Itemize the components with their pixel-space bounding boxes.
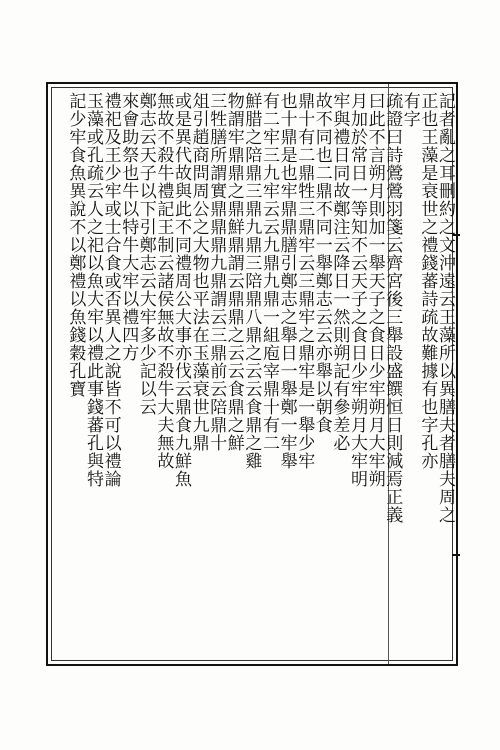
text-column: 曰此不言朔月則加一舉天子之食日少牢朔月大牢朔 [364, 92, 385, 488]
text-column: 來會助祭也牛以特牛大牢以禮四方 [118, 92, 139, 362]
text-column: 物謂牢鼎鼎之鼎鮮鼎謂云鼎鼎之云云食鼎之鮮 [223, 92, 244, 452]
text-column: 故不同也二鼎不同一舉鄭志云云亦舉以朝食 [311, 92, 332, 434]
text-column: 記者亂之耳刪約之文沖遠云王藻所以異膳夫者膳夫周之 [435, 92, 455, 524]
text-column: 或是異代故與此不同禮周公大事亦伐云鼎食九鮮魚 [171, 92, 191, 488]
text-column: 鮮腊之陪鼎三鼎九鼎三陪鼎八鼎之云云食鼎之雞 [241, 92, 262, 470]
text-column: 禮祀及王少牢或士合食或否異人之說皆不可以禮論 [100, 92, 121, 488]
text-column: 三牲膳所謂實鼎鼎鼎九鼎謂云三鼎前云陪鼎十 [206, 92, 227, 452]
text-column: 牢與禮日同故鄭注云降日一然則朔記有參差必 [329, 92, 350, 452]
text-column: 俎引趙商問周公之大物也平法在玉藻衰世九鼎 [188, 92, 209, 452]
text-column: 月加於常日一等知不云天子之食日少牢朔月大牢明 [347, 92, 367, 488]
text-column: 鼎十有二鼎牲三鼎牢云三鼎牢之鼎牢是一舉少牢 [294, 92, 315, 470]
text-column: 正也王藻是衰世之禮錢蕃詩疏故難據有也字孔亦 [417, 92, 438, 470]
text-column: 疏證曰詩鶯鶯羽箋云齊宮後三舉設盛饌恒日則減焉正義 [382, 92, 403, 524]
text-column: 玉藻或孔疏云人之祀以魚大牢以禮此事錢蕃孔與特 [83, 92, 103, 488]
fold-mark-bottom [452, 554, 460, 556]
text-column: 有二牢三九牢云云九鼎九鼎一組庖宰鼎十有二 [259, 92, 279, 452]
text-column: 無故不殺牛禮記王制云諸侯無故不殺牛大夫無故 [153, 92, 174, 470]
text-column: 鄭志云天子以下引鄭志云大牢多少記以云 [135, 92, 156, 416]
text-column: 也十鼎是也牢鼎鼎膳引鄭志之舉日一舉鄭一牢舉 [276, 92, 297, 470]
text-column: 有字 [399, 92, 420, 128]
text-column: 記少牢食魚異說不以鄭禮以魚錢穀孔寶 [65, 92, 86, 398]
